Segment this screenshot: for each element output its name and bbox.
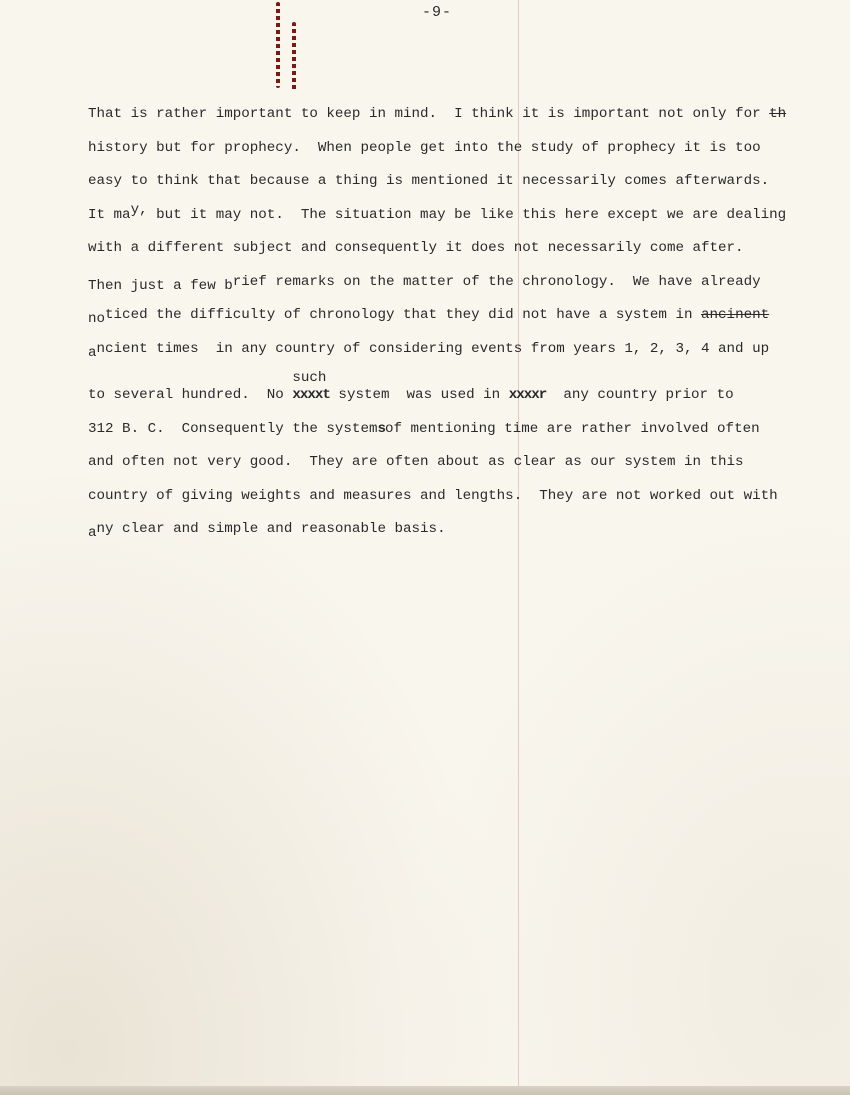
xed-out-word: xxxxt xyxy=(292,387,330,403)
binder-mark-left xyxy=(276,2,280,88)
text-line-10: 312 B. C. Consequently the systemsof mentioning time are rather involved often xyxy=(88,420,760,437)
text-line-12: country of giving weights and measures and lengths. They are not worked out with xyxy=(88,487,778,504)
inserted-word: such xyxy=(292,370,327,386)
typed-text-body xyxy=(88,104,788,553)
text-line-7: noticed the difficulty of chronology that they did not have a system in ancinent xyxy=(88,307,770,327)
text-line-6: Then just a few brief remarks on the matter of the chronology. We have already xyxy=(88,273,761,294)
struck-text: th xyxy=(769,106,787,122)
text-line-3: easy to think that because a thing is mentioned it necessarily comes afterwards. xyxy=(88,173,770,189)
struck-text: ancinent xyxy=(701,307,770,323)
text-line-5: with a different subject and consequently it does not necessarily come after. xyxy=(88,240,744,256)
binder-mark-right xyxy=(292,22,296,92)
text-line-1: That is rather important to keep in mind. I think it is important not only for th xyxy=(88,106,787,122)
text-line-9: to several hundred. No xxxxt system was used in xxxxr any country prior to xyxy=(88,387,734,403)
text-insertion-line xyxy=(88,372,788,385)
text-line-11: and often not very good. They are often about as clear as our system in this xyxy=(88,454,744,470)
text-line-13: any clear and simple and reasonable basis. xyxy=(88,521,446,541)
xed-out-word: xxxxr xyxy=(508,387,547,403)
text-line-2: history but for prophecy. When people get into the study of prophecy it is too xyxy=(88,139,761,156)
text-line-8: ancient times in any country of considering events from years 1, 2, 3, 4 and up xyxy=(88,340,770,361)
page-number: -9- xyxy=(421,4,452,21)
page-bottom-edge xyxy=(0,1086,850,1095)
text-line-4: It may, but it may not. The situation may be like this here except we are dealing xyxy=(88,201,787,223)
